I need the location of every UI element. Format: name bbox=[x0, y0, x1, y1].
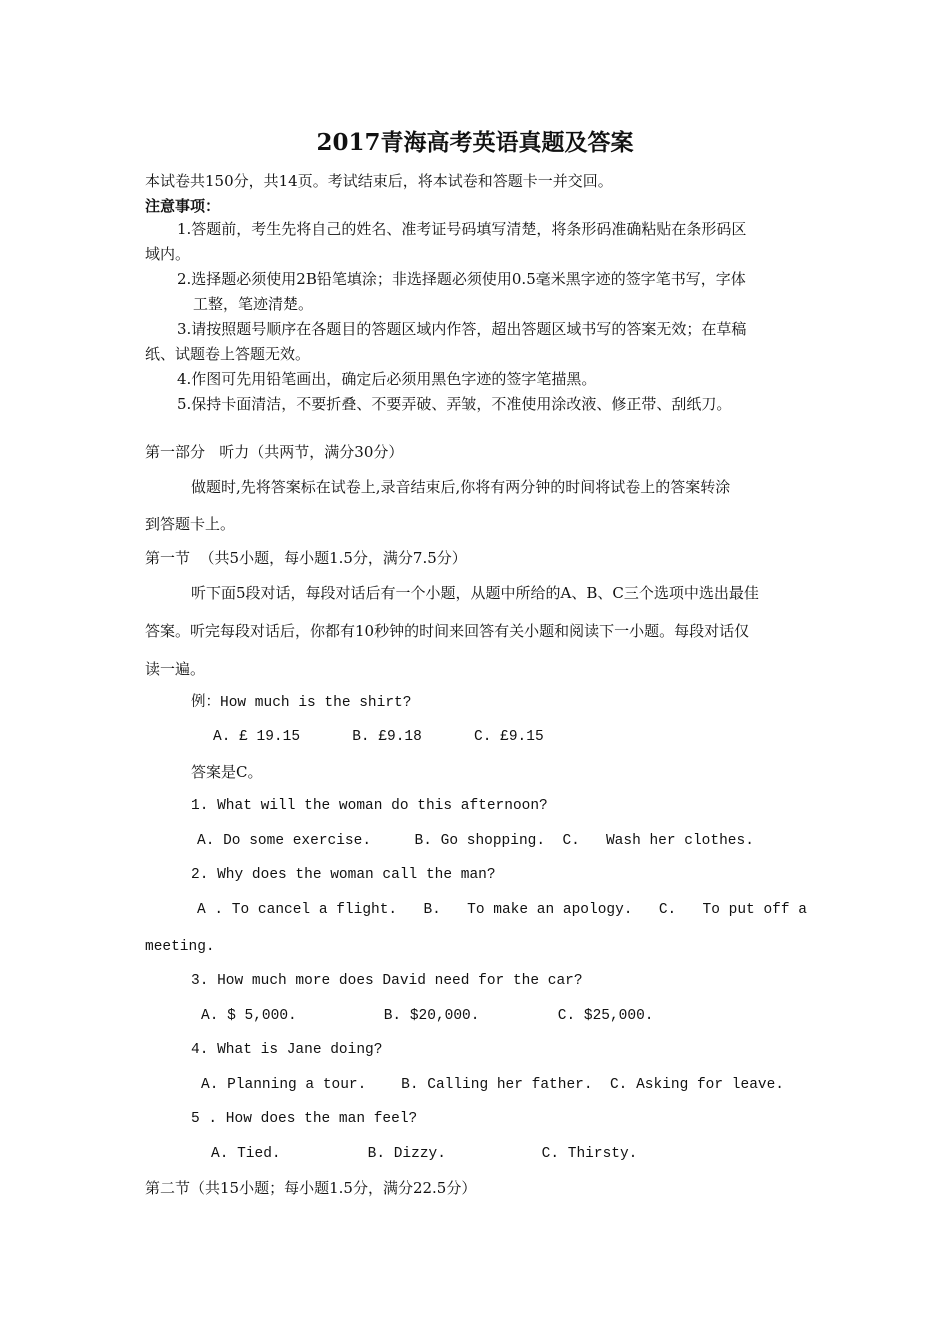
notice-item-2-cont: 工整，笔迹清楚。 bbox=[193, 295, 314, 313]
part1-instruction: 做题时,先将答案标在试卷上,录音结束后,你将有两分钟的时间将试卷上的答案转涂 bbox=[191, 478, 731, 496]
notice-item-3-cont: 纸、试题卷上答题无效。 bbox=[145, 345, 311, 363]
question-2-option-b: To make an apology. bbox=[467, 902, 633, 918]
question-2: 2. Why does the woman call the man? bbox=[191, 867, 496, 883]
exam-intro: 本试卷共150分，共14页。考试结束后，将本试卷和答题卡一并交回。 bbox=[145, 172, 613, 190]
document-title: 2017青海高考英语真题及答案 bbox=[316, 129, 634, 156]
notice-item-4: 4.作图可先用铅笔画出，确定后必须用黑色字迹的签字笔描黑。 bbox=[177, 370, 597, 388]
question-2-options-cont: meeting. bbox=[145, 939, 215, 955]
question-2-option-c: To put off a bbox=[702, 902, 807, 918]
question-4-options: A. Planning a tour. B. Calling her father. C. Asking for leave. bbox=[201, 1077, 784, 1093]
notice-heading: 注意事项： bbox=[145, 197, 221, 215]
notice-item-1-cont: 域内。 bbox=[145, 245, 191, 263]
section1-instruction: 听下面5段对话，每段对话后有一个小题，从题中所给的A、B、C三个选项中选出最佳 bbox=[191, 584, 759, 602]
question-1-options: A. Do some exercise. B. Go shopping. C. Wash her clothes. bbox=[197, 833, 754, 849]
notice-item-3: 3.请按照题号顺序在各题目的答题区域内作答，超出答题区域书写的答案无效；在草稿 bbox=[177, 320, 747, 338]
part1-instruction-cont: 到答题卡上。 bbox=[145, 515, 236, 533]
question-1: 1. What will the woman do this afternoon? bbox=[191, 798, 548, 814]
example-question: 例：How much is the shirt? bbox=[191, 695, 412, 711]
section1-instruction-cont-2: 读一遍。 bbox=[145, 660, 206, 678]
notice-item-5: 5.保持卡面清洁，不要折叠、不要弄破、弄皱，不准使用涂改液、修正带、刮纸刀。 bbox=[177, 395, 732, 413]
question-4: 4. What is Jane doing? bbox=[191, 1042, 383, 1058]
part1-heading: 第一部分 听力（共两节，满分30分） bbox=[145, 443, 404, 461]
question-3-options: A. $ 5,000. B. $20,000. C. $25,000. bbox=[201, 1008, 654, 1024]
example-options: A. £ 19.15 B. £9.18 C. £9.15 bbox=[213, 729, 544, 745]
notice-item-1: 1.答题前，考生先将自己的姓名、准考证号码填写清楚，将条形码准确粘贴在条形码区 bbox=[177, 220, 747, 238]
question-5: 5 . How does the man feel? bbox=[191, 1111, 418, 1127]
question-2-options bbox=[197, 900, 807, 920]
example-answer: 答案是C。 bbox=[191, 763, 263, 781]
question-2-option-c-label: C. bbox=[658, 902, 677, 918]
question-2-option-a: A . To cancel a flight. bbox=[197, 902, 398, 918]
section2-heading: 第二节（共15小题；每小题1.5分，满分22.5分） bbox=[145, 1179, 477, 1197]
section1-heading: 第一节 （共5小题，每小题1.5分，满分7.5分） bbox=[145, 549, 467, 567]
question-2-option-b-label: B. bbox=[423, 902, 441, 918]
section1-instruction-cont: 答案。听完每段对话后，你都有10秒钟的时间来回答有关小题和阅读下一小题。每段对话仅 bbox=[145, 622, 750, 640]
question-3: 3. How much more does David need for the car? bbox=[191, 973, 583, 989]
question-5-options: A. Tied. B. Dizzy. C. Thirsty. bbox=[211, 1146, 638, 1162]
notice-item-2: 2.选择题必须使用2B铅笔填涂；非选择题必须使用0.5毫米黑字迹的签字笔书写，字体 bbox=[177, 270, 746, 288]
